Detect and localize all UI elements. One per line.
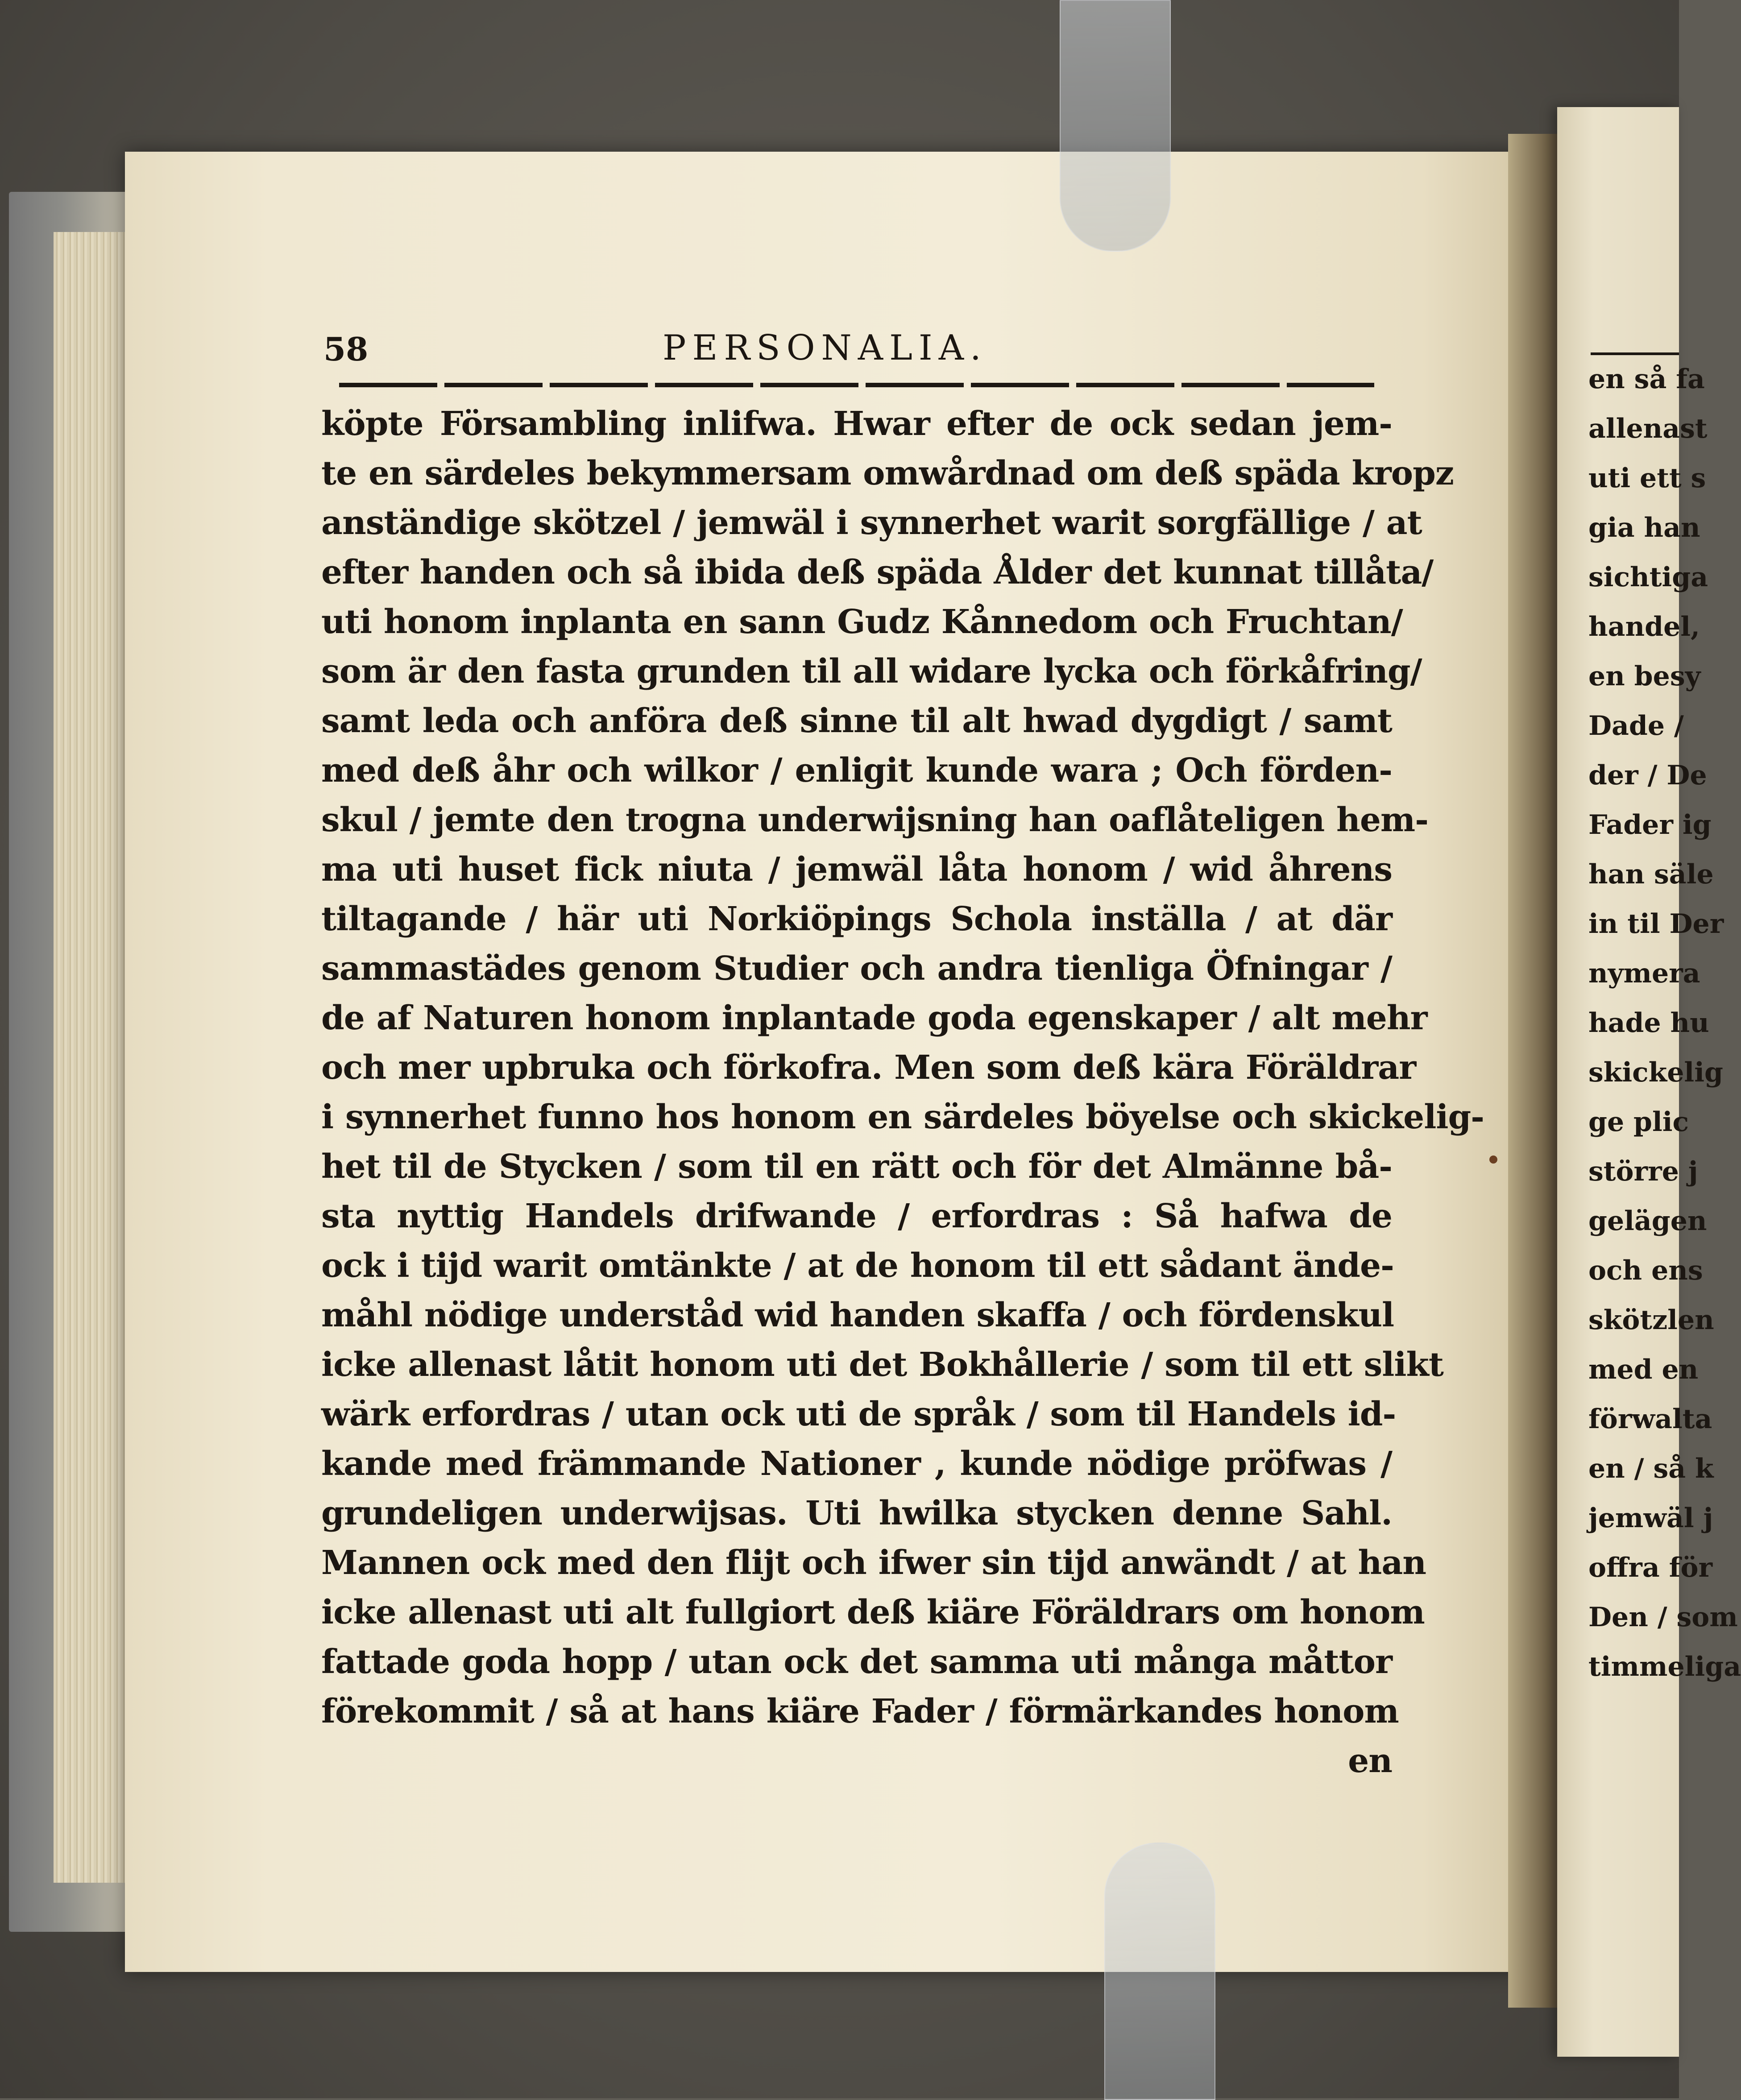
text-line: kande med främmande Nationer , kunde nödige pröfwas / xyxy=(321,1445,1392,1483)
text-line: de af Naturen honom inplantade goda egenskaper / alt mehr xyxy=(321,999,1427,1037)
text-line: och mer upbruka och förkofra. Men som deß kära Föräldrar xyxy=(321,1048,1416,1087)
facing-line: Fader ig xyxy=(1588,809,1712,841)
facing-line: uti ett s xyxy=(1588,463,1706,494)
facing-line: Den / som xyxy=(1588,1602,1738,1633)
page-holder-clip-top xyxy=(1060,0,1171,252)
page-holder-clip-bottom xyxy=(1104,1843,1215,2100)
text-line: te en särdeles bekymmersam omwårdnad om deß späda kropz xyxy=(321,454,1454,493)
facing-line: timmeliga xyxy=(1588,1651,1741,1682)
text-line: köpte Försambling inlifwa. Hwar efter de ock sedan jem- xyxy=(321,405,1392,443)
facing-line: ge plic xyxy=(1588,1106,1689,1138)
text-line: Mannen ock med den flijt och ifwer sin tijd anwändt / at han xyxy=(321,1544,1426,1582)
facing-line: gia han xyxy=(1588,512,1700,543)
text-line: måhl nödige underståd wid handen skaffa / och fördenskul xyxy=(321,1296,1394,1334)
facing-line: större j xyxy=(1588,1156,1698,1187)
text-line: uti honom inplanta en sann Gudz Kånnedom och Fruchtan/ xyxy=(321,603,1403,641)
catchword: en xyxy=(1348,1742,1392,1780)
page-header xyxy=(323,328,1372,377)
text-line: skul / jemte den trogna underwijsning han oaflåteligen hem- xyxy=(321,801,1428,839)
facing-line: en / så k xyxy=(1588,1453,1714,1484)
text-line: efter handen och så ibida deß späda Ålder det kunnat tillåta/ xyxy=(321,553,1434,592)
text-line: grundeligen underwijsas. Uti hwilka stycken denne Sahl. xyxy=(321,1494,1392,1533)
facing-line: offra för xyxy=(1588,1552,1713,1583)
facing-line: nymera xyxy=(1588,958,1700,989)
facing-line: med en xyxy=(1588,1354,1699,1385)
text-line: samt leda och anföra deß sinne til alt hwad dygdigt / samt xyxy=(321,702,1392,740)
text-line: förekommit / så at hans kiäre Fader / förmärkandes honom xyxy=(321,1692,1399,1731)
facing-line: och ens xyxy=(1588,1255,1703,1286)
facing-line: han säle xyxy=(1588,859,1714,890)
facing-line: jemwäl j xyxy=(1588,1503,1713,1534)
facing-page-text xyxy=(1588,355,1741,1692)
facing-line: allenast xyxy=(1588,413,1708,444)
text-line: icke allenast låtit honom uti det Bokhållerie / som til ett slikt xyxy=(321,1346,1443,1384)
facing-line: en så fa xyxy=(1588,364,1705,395)
facing-line: förwalta xyxy=(1588,1404,1712,1435)
facing-line: en besy xyxy=(1588,661,1701,692)
text-line: anständige skötzel / jemwäl i synnerhet warit sorgfällige / at xyxy=(321,504,1422,542)
facing-line: Dade / xyxy=(1588,710,1684,741)
text-line: i synnerhet funno hos honom en särdeles böyelse och skickelig- xyxy=(321,1098,1484,1136)
text-line: wärk erfordras / utan ock uti de språk / som til Handels id- xyxy=(321,1395,1396,1433)
text-line: sammastädes genom Studier och andra tienliga Öfningar / xyxy=(321,949,1392,988)
text-line: icke allenast uti alt fullgiort deß kiäre Föräldrars om honom xyxy=(321,1593,1425,1632)
facing-line: in til Der xyxy=(1588,908,1724,940)
text-line: ock i tijd warit omtänkte / at de honom til ett sådant ände- xyxy=(321,1247,1394,1285)
facing-line: skickelig xyxy=(1588,1057,1723,1088)
page-number: 58 xyxy=(323,330,369,368)
text-line: tiltagande / här uti Norkiöpings Schola inställa / at där xyxy=(321,900,1392,938)
text-line: ma uti huset fick niuta / jemwäl låta honom / wid åhrens xyxy=(321,850,1392,889)
text-line: sta nyttig Handels drifwande / erfordras : Så hafwa de xyxy=(321,1197,1392,1235)
text-line: fattade goda hopp / utan ock det samma uti många måttor xyxy=(321,1643,1392,1681)
facing-line: gelägen xyxy=(1588,1205,1707,1237)
body-text xyxy=(321,399,1484,1786)
facing-line: hade hu xyxy=(1588,1007,1709,1039)
text-line: med deß åhr och wilkor / enligit kunde wara ; Och förden- xyxy=(321,751,1392,790)
facing-line: der / De xyxy=(1588,760,1707,791)
paper-stain xyxy=(1489,1156,1497,1164)
facing-line: sichtiga xyxy=(1588,562,1708,593)
facing-line: skötzlen xyxy=(1588,1305,1714,1336)
running-head: PERSONALIA. xyxy=(663,328,987,368)
text-line: som är den fasta grunden til all widare lycka och förkåfring/ xyxy=(321,652,1422,691)
text-line: het til de Stycken / som til en rätt och för det Almänne bå- xyxy=(321,1147,1392,1186)
facing-line: handel, xyxy=(1588,611,1700,642)
header-rule xyxy=(339,383,1374,387)
